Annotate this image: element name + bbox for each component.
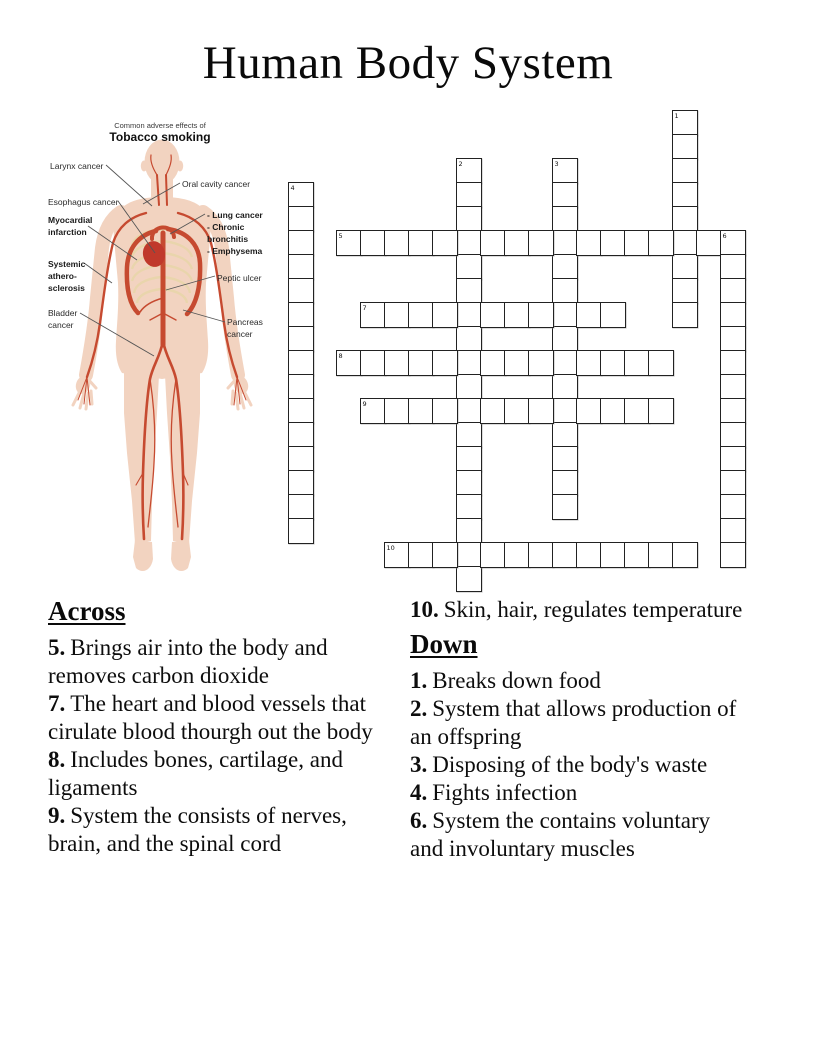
clue-item [410,695,744,751]
grid-cell[interactable] [552,230,578,256]
cell-number: 8 [338,351,343,360]
grid-cell[interactable] [288,470,314,496]
cell-number: 7 [362,303,367,312]
grid-cell[interactable] [504,542,530,568]
grid-cell[interactable] [504,398,530,424]
grid-cell[interactable] [360,350,386,376]
grid-cell[interactable] [624,230,650,256]
grid-cell[interactable] [288,254,314,280]
grid-cell[interactable] [648,350,674,376]
grid-cell[interactable] [432,398,458,424]
cell-number: 2 [458,159,463,168]
grid-cell[interactable] [576,230,602,256]
grid-cell[interactable] [360,302,386,328]
label-pancreas-cancer: Pancreas cancer [227,317,263,339]
across-clue-list [48,634,402,858]
grid-cell[interactable] [480,398,506,424]
clue-number: 1. [410,668,428,693]
grid-cell[interactable] [528,542,554,568]
grid-cell[interactable] [408,350,434,376]
grid-cell[interactable] [720,278,746,304]
grid-cell[interactable] [456,278,482,304]
grid-cell[interactable] [552,326,578,352]
grid-cell[interactable] [672,302,698,328]
grid-cell[interactable] [720,302,746,328]
grid-cell[interactable] [528,302,554,328]
figure-caption-title: Tobacco smoking [109,130,211,144]
grid-cell[interactable] [432,302,458,328]
grid-cell[interactable] [384,350,410,376]
clue-number: 7. [48,691,66,716]
grid-cell[interactable] [600,230,626,256]
clue-text: The heart and blood vessels that cirulate blood thourgh out the body [48,691,373,744]
label-esophagus-cancer: Esophagus cancer [48,197,119,207]
grid-cell[interactable] [576,542,602,568]
grid-cell[interactable] [552,158,578,184]
grid-cell[interactable] [648,542,674,568]
grid-cell[interactable] [456,230,482,256]
grid-cell[interactable] [456,422,482,448]
grid-cell[interactable] [456,542,482,568]
grid-cell[interactable] [600,302,626,328]
across-heading: Across [48,596,126,626]
grid-cell[interactable] [552,542,578,568]
clue-item [48,690,402,746]
cell-number: 4 [290,183,295,192]
grid-cell[interactable] [696,230,722,256]
label-systemic-atherosclerosis: Systemic athero- sclerosis [48,259,86,293]
grid-cell[interactable] [504,302,530,328]
grid-cell[interactable] [504,230,530,256]
grid-cell[interactable] [552,422,578,448]
grid-cell[interactable] [456,182,482,208]
grid-cell[interactable] [624,542,650,568]
grid-cell[interactable] [648,230,674,256]
grid-cell[interactable] [456,470,482,496]
clue-text: Disposing of the body's waste [432,752,708,777]
grid-cell[interactable] [528,350,554,376]
grid-cell[interactable] [720,398,746,424]
grid-cell[interactable] [552,374,578,400]
grid-cell[interactable] [552,278,578,304]
grid-cell[interactable] [672,278,698,304]
grid-cell[interactable] [456,158,482,184]
grid-cell[interactable] [384,230,410,256]
grid-cell[interactable] [288,326,314,352]
grid-cell[interactable] [672,110,698,136]
grid-cell[interactable] [408,542,434,568]
grid-cell[interactable] [456,206,482,232]
grid-cell[interactable] [600,542,626,568]
grid-cell[interactable] [288,230,314,256]
grid-cell[interactable] [672,254,698,280]
grid-cell[interactable] [600,398,626,424]
grid-cell[interactable] [480,350,506,376]
grid-cell[interactable] [408,302,434,328]
cell-number: 10 [386,543,395,552]
grid-cell[interactable] [288,278,314,304]
grid-cell[interactable] [576,398,602,424]
clue-number: 3. [410,752,428,777]
grid-cell[interactable] [408,398,434,424]
grid-cell[interactable] [480,542,506,568]
grid-cell[interactable] [672,134,698,160]
grid-cell[interactable] [648,398,674,424]
clue-item [410,807,744,863]
clue-number: 10. [410,597,439,622]
grid-cell[interactable] [552,206,578,232]
body-illustration [40,113,280,581]
grid-cell[interactable] [456,302,482,328]
grid-cell[interactable] [624,398,650,424]
across-overflow-clue-list [410,596,744,624]
grid-cell[interactable] [432,230,458,256]
label-lung-cancer-group: - Lung cancer - Chronic bronchitis - Emphysema [207,210,263,256]
grid-cell[interactable] [552,446,578,472]
grid-cell[interactable] [456,350,482,376]
grid-cell[interactable] [600,350,626,376]
clue-number: 2. [410,696,428,721]
grid-cell[interactable] [720,254,746,280]
grid-cell[interactable] [552,254,578,280]
grid-cell[interactable] [720,374,746,400]
clue-item [410,779,744,807]
grid-cell[interactable] [552,350,578,376]
grid-cell[interactable] [384,542,410,568]
grid-cell[interactable] [288,494,314,520]
crossword-grid [288,110,750,596]
clue-item [410,596,744,624]
grid-cell[interactable] [384,398,410,424]
grid-cell[interactable] [528,230,554,256]
page-title: Human Body System [202,37,614,89]
grid-cell[interactable] [504,350,530,376]
clue-item [48,634,402,690]
grid-cell[interactable] [432,350,458,376]
grid-cell[interactable] [672,230,698,256]
down-heading: Down [410,629,478,659]
clue-item [48,746,402,802]
clue-number: 8. [48,747,66,772]
grid-cell[interactable] [480,230,506,256]
grid-cell[interactable] [288,206,314,232]
grid-cell[interactable] [480,302,506,328]
grid-cell[interactable] [720,446,746,472]
clues-across-column [48,596,402,858]
cell-number: 6 [722,231,727,240]
grid-cell[interactable] [336,230,362,256]
grid-cell[interactable] [288,374,314,400]
grid-cell[interactable] [672,158,698,184]
cell-number: 5 [338,231,343,240]
grid-cell[interactable] [552,182,578,208]
cell-number: 1 [674,111,679,120]
grid-cell[interactable] [552,470,578,496]
label-bladder-cancer: Bladder cancer [48,308,78,330]
clue-item [410,667,744,695]
grid-cell[interactable] [720,542,746,568]
grid-cell[interactable] [288,182,314,208]
grid-cell[interactable] [336,350,362,376]
label-myocardial-infarction: Myocardial infarction [48,215,93,237]
grid-cell[interactable] [288,350,314,376]
grid-cell[interactable] [360,398,386,424]
grid-cell[interactable] [456,494,482,520]
grid-cell[interactable] [288,446,314,472]
cell-number: 9 [362,399,367,408]
grid-cell[interactable] [720,518,746,544]
clue-text: Brings air into the body and removes carbon dioxide [48,635,328,688]
cell-number: 3 [554,159,559,168]
clue-text: System the contains voluntary and involuntary muscles [410,808,711,861]
grid-cell[interactable] [720,422,746,448]
grid-cell[interactable] [288,398,314,424]
label-oral-cavity-cancer: Oral cavity cancer [182,179,251,189]
grid-cell[interactable] [672,206,698,232]
grid-cell[interactable] [456,446,482,472]
clue-text: System the consists of nerves, brain, and the spinal cord [48,803,347,856]
grid-cell[interactable] [528,398,554,424]
clue-text: Skin, hair, regulates temperature [443,597,743,622]
clues-down-column [410,596,744,863]
label-peptic-ulcer: Peptic ulcer [217,273,262,283]
grid-cell[interactable] [288,422,314,448]
clue-text: Breaks down food [432,668,601,693]
grid-cell[interactable] [720,230,746,256]
grid-cell[interactable] [456,326,482,352]
grid-cell[interactable] [432,542,458,568]
clue-number: 6. [410,808,428,833]
grid-cell[interactable] [456,374,482,400]
grid-cell[interactable] [456,566,482,592]
grid-cell[interactable] [360,230,386,256]
grid-cell[interactable] [384,302,410,328]
grid-cell[interactable] [672,182,698,208]
clue-item [410,751,744,779]
grid-cell[interactable] [552,302,578,328]
grid-cell[interactable] [720,470,746,496]
grid-cell[interactable] [552,494,578,520]
down-clue-list [410,667,744,863]
clue-number: 5. [48,635,66,660]
grid-cell[interactable] [720,494,746,520]
clue-text: Fights infection [432,780,578,805]
clue-number: 9. [48,803,66,828]
label-larynx-cancer: Larynx cancer [50,161,104,171]
grid-cell[interactable] [456,518,482,544]
clue-number: 4. [410,780,428,805]
grid-cell[interactable] [288,302,314,328]
grid-cell[interactable] [720,326,746,352]
clue-text: Includes bones, cartilage, and ligaments [48,747,343,800]
grid-cell[interactable] [576,302,602,328]
grid-cell[interactable] [552,398,578,424]
clue-item [48,802,402,858]
grid-cell[interactable] [288,518,314,544]
grid-cell[interactable] [576,350,602,376]
figure-caption-small: Common adverse effects of [114,121,206,130]
grid-cell[interactable] [456,398,482,424]
grid-cell[interactable] [456,254,482,280]
grid-cell[interactable] [624,350,650,376]
grid-cell[interactable] [408,230,434,256]
grid-cell[interactable] [672,542,698,568]
grid-cell[interactable] [720,350,746,376]
clue-text: System that allows production of an offspring [410,696,737,749]
